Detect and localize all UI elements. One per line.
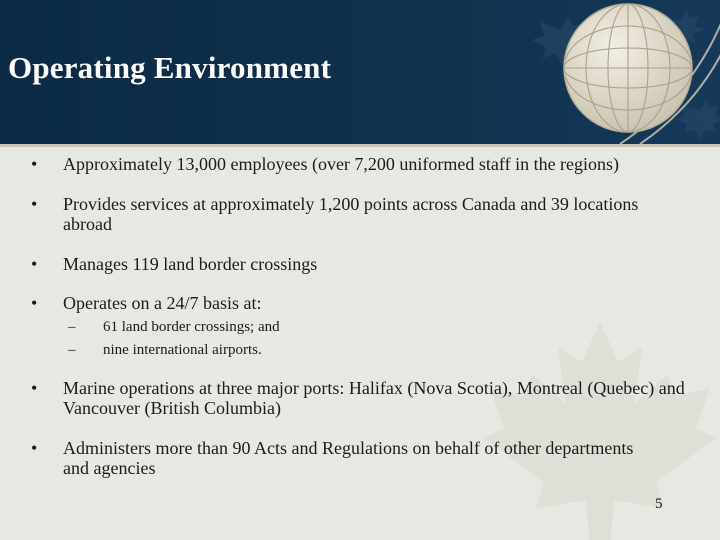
bullet-marker: • (31, 194, 38, 214)
bullet-text: Provides services at approximately 1,200 points across Canada and 39 locations abroad (63, 194, 639, 234)
bullet-marker: • (31, 293, 38, 313)
slide-title: Operating Environment (8, 50, 332, 85)
slide-header (0, 0, 720, 144)
bullet-marker: • (31, 378, 38, 398)
sub-bullet-text: nine international airports. (103, 342, 262, 358)
bullet-text: Approximately 13,000 employees (over 7,200 uniformed staff in the regions) (63, 154, 620, 174)
bullet-marker: • (31, 254, 38, 274)
maple-leaf-watermark (470, 312, 720, 540)
bullet-text: Marine operations at three major ports: Halifax (Nova Scotia), Montreal (Quebec) and Vancouver (British Columbia) (63, 378, 685, 418)
bullet-text: Operates on a 24/7 basis at: (63, 293, 262, 313)
bullet-text: Administers more than 90 Acts and Regulations on behalf of other departments and agencies (63, 438, 634, 478)
bullet-text: Manages 119 land border crossings (63, 254, 318, 274)
sub-bullet-marker: – (68, 342, 76, 358)
sub-bullet-text: 61 land border crossings; and (103, 319, 280, 335)
bullet-marker: • (31, 154, 38, 174)
bullet-marker: • (31, 438, 38, 458)
page-number: 5 (655, 496, 663, 512)
sub-bullet-marker: – (68, 319, 76, 335)
